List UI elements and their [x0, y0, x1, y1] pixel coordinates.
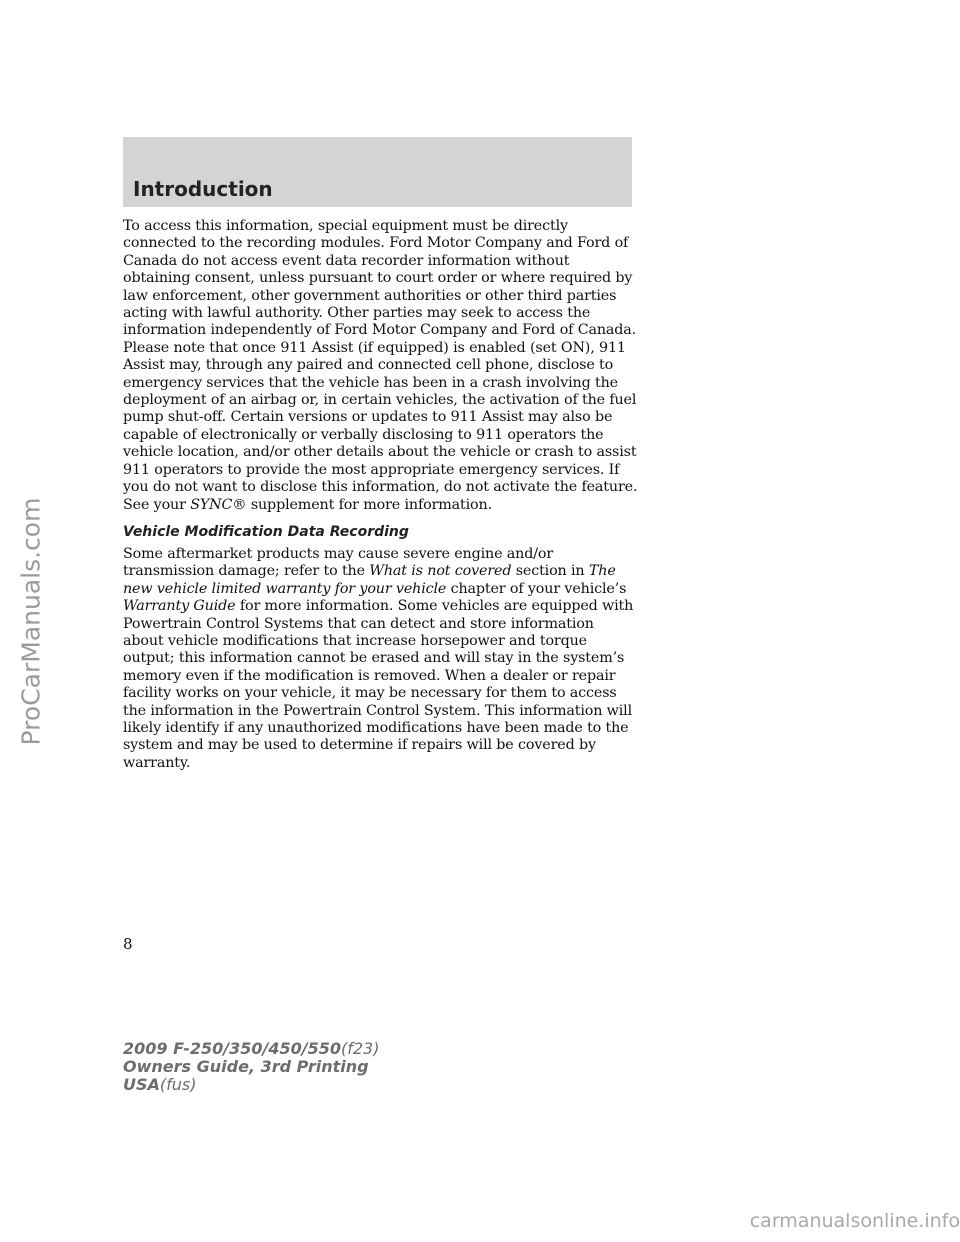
- paragraph-2-part-2: section in: [511, 563, 589, 580]
- footer-region: USA: [123, 1075, 160, 1094]
- document-footer: [123, 1040, 379, 1094]
- paragraph-1-text: To access this information, special equipment must be directly connected to the recording modules. Ford Motor Company and Ford of Canada do not access event data recorder information without obtaining consent, unless pursuant to court order or where required by law enforcement, other government authorities or other third parties acting with lawful authority. Other parties may seek to access the information independently of Ford Motor Company and Ford of Canada. Please note that once 911 Assist (if equipped) is enabled (set ON), 911 Assist may, through any paired and connected cell phone, disclose to emergency services that the vehicle has been in a crash involving the deployment of an airbag or, in certain vehicles, the activation of the fuel pump shut-off. Certain versions or updates to 911 Assist may also be capable of electronically or verbally disclosing to 911 operators the vehicle location, and/or other details about the vehicle or crash to assist 911 operators to provide the most appropriate emergency services. If you do not want to disclose this information, do not activate the feature. See your: [123, 218, 638, 513]
- paragraph-2-part-1: Some aftermarket products may cause severe engine and/or transmission damage; refer to the: [123, 545, 554, 580]
- footer-line-2: Owners Guide, 3rd Printing: [123, 1057, 369, 1076]
- footer-line-3: [123, 1076, 379, 1094]
- paragraph-2-part-3: chapter of your vehicle’s: [446, 580, 627, 597]
- paragraph-1-tail: supplement for more information.: [246, 496, 492, 513]
- footer-region-code: (fus): [159, 1075, 197, 1094]
- footer-line-1: [123, 1040, 379, 1058]
- side-watermark: [0, 0, 62, 1242]
- paragraph-2-part-4: for more information. Some vehicles are equipped with Powertrain Control Systems that can detect and store information about vehicle modifications that increase horsepower and torque output; this information cannot be erased and will stay in the system’s memory even if the modification is removed. When a dealer or repair facility works on your vehicle, it may be necessary for them to access the information in the Powertrain Control System. This information will likely identify if any unauthorized modifications have been made to the system and may be used to determine if repairs will be covered by warranty.: [123, 598, 634, 771]
- side-watermark-text: ProCarManuals.com: [16, 497, 46, 745]
- reference-what-is-not-covered: What is not covered: [369, 563, 512, 580]
- reference-warranty-guide: Warranty Guide: [123, 598, 236, 615]
- sync-reference: SYNC®: [190, 496, 247, 513]
- bottom-watermark: carmanualsonline.info: [749, 1210, 960, 1232]
- subheading-vehicle-modification: Vehicle Modification Data Recording: [123, 523, 409, 540]
- section-title: Introduction: [133, 177, 273, 201]
- paragraph-event-data-access: [123, 218, 638, 514]
- reference-limited-warranty: The new vehicle limited warranty for your vehicle: [123, 563, 616, 597]
- footer-model-code: (f23): [341, 1039, 380, 1058]
- page-content: [123, 218, 638, 772]
- footer-model: 2009 F-250/350/450/550: [123, 1039, 341, 1058]
- paragraph-vehicle-modification: [123, 546, 638, 772]
- section-header-bar: [123, 137, 632, 207]
- page-number: 8: [123, 935, 133, 953]
